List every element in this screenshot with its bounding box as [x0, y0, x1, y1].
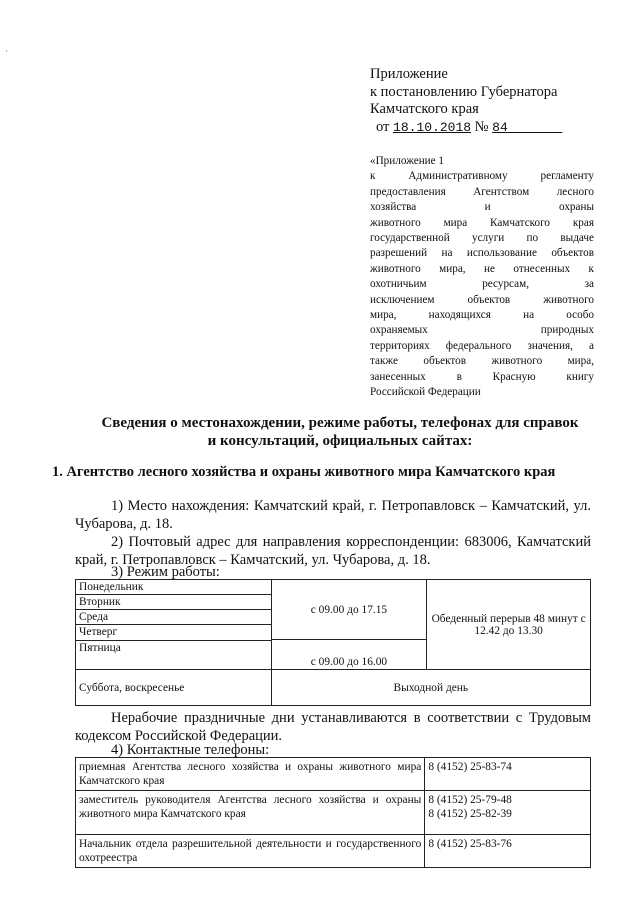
schedule-table — [75, 579, 591, 706]
contact-phone: 8 (4152) 25-82-39 — [428, 808, 512, 820]
document-title — [60, 414, 620, 450]
stamp-line-3: Камчатского края — [370, 101, 479, 117]
title-line-1: Сведения о местонахождении, режиме работы, телефонах для справок — [101, 415, 579, 431]
paragraph-holidays: Нерабочие праздничные дни устанавливаются в соответствии с Трудовым кодексом Российской Федерации. — [75, 710, 591, 744]
appendix-line: мира, находящихся на особо — [370, 309, 594, 322]
contact-role: заместитель руководителя Агентства лесного хозяйства и охраны животного мира Камчатского края — [76, 791, 425, 835]
contact-phone: 8 (4152) 25-83-74 — [425, 758, 591, 791]
schedule-day: Пятница — [79, 642, 121, 654]
schedule-weekend: Суббота, воскресенье — [76, 670, 272, 706]
scan-speck: · — [5, 46, 8, 56]
date-prefix: от — [376, 118, 390, 135]
paragraph-phones-heading: 4) Контактные телефоны: — [111, 742, 270, 758]
schedule-hours-main: с 09.00 до 17.15 — [271, 580, 427, 640]
appendix-line: государственной услуги по выдаче — [370, 232, 594, 245]
stamp-line-1: Приложение — [370, 66, 448, 82]
schedule-weekend-status: Выходной день — [271, 670, 590, 706]
appendix-line: предоставления Агентством лесного — [370, 185, 594, 198]
appendix-line: к Административному регламенту — [370, 170, 594, 183]
appendix-line: животного мира, не отнесенных к — [370, 262, 594, 275]
contact-row — [76, 758, 591, 791]
schedule-day: Вторник — [76, 595, 272, 610]
decree-number: 84 — [492, 119, 508, 135]
appendix-line: животного мира Камчатского края — [370, 216, 594, 229]
contact-row — [76, 835, 591, 868]
appendix-line: территориях федерального значения, а — [370, 339, 594, 352]
schedule-day: Среда — [76, 610, 272, 625]
appendix-line: «Приложение 1 — [370, 155, 445, 167]
schedule-day: Понедельник — [76, 580, 272, 595]
contact-phone: 8 (4152) 25-79-48 — [428, 794, 512, 806]
appendix-line: занесенных в Красную книгу — [370, 370, 594, 383]
approval-stamp — [370, 66, 562, 136]
appendix-line: исключением объектов животного — [370, 293, 594, 306]
paragraph-postal-address: 2) Почтовый адрес для направления корреспонденции: 683006, Камчатский край, г. Петропавловск – Камчатский, ул. Чубарова, д. 18. — [75, 534, 591, 568]
schedule-thu-fri-cell — [76, 625, 272, 670]
number-prefix: № — [474, 118, 489, 135]
contacts-table — [75, 757, 591, 868]
section-heading: 1. Агентство лесного хозяйства и охраны животного мира Камчатского края — [52, 464, 556, 480]
stamp-line-2: к постановлению Губернатора — [370, 83, 558, 100]
paragraph-location: 1) Место нахождения: Камчатский край, г. Петропавловск – Камчатский, ул. Чубарова, д. 18. — [75, 498, 591, 532]
appendix-line: также объектов животного мира, — [370, 355, 594, 368]
paragraph-schedule-heading: 3) Режим работы: — [111, 564, 220, 580]
schedule-hours-friday: с 09.00 до 16.00 — [271, 640, 427, 670]
contact-row — [76, 791, 591, 835]
contact-phone: 8 (4152) 25-83-76 — [425, 835, 591, 868]
appendix-line: охраняемых природных — [370, 324, 594, 337]
stamp-date-line — [376, 119, 562, 137]
appendix-reference — [370, 154, 594, 401]
appendix-line: разрешений на использование объектов — [370, 247, 594, 260]
contact-role: Начальник отдела разрешительной деятельности и государственного охотреестра — [76, 835, 425, 868]
decree-date: 18.10.2018 — [393, 119, 472, 135]
contact-phones — [425, 791, 591, 835]
appendix-line: хозяйства и охраны — [370, 201, 594, 214]
title-line-2: и консультаций, официальных сайтах: — [207, 433, 473, 449]
schedule-lunch-break: Обеденный перерыв 48 минут с 12.42 до 13.30 — [427, 580, 591, 670]
appendix-line: Российской Федерации — [370, 386, 481, 399]
appendix-line: охотничьим ресурсам, за — [370, 278, 594, 291]
contact-role: приемная Агентства лесного хозяйства и охраны животного мира Камчатского края — [76, 758, 425, 791]
schedule-day: Четверг — [76, 625, 271, 641]
